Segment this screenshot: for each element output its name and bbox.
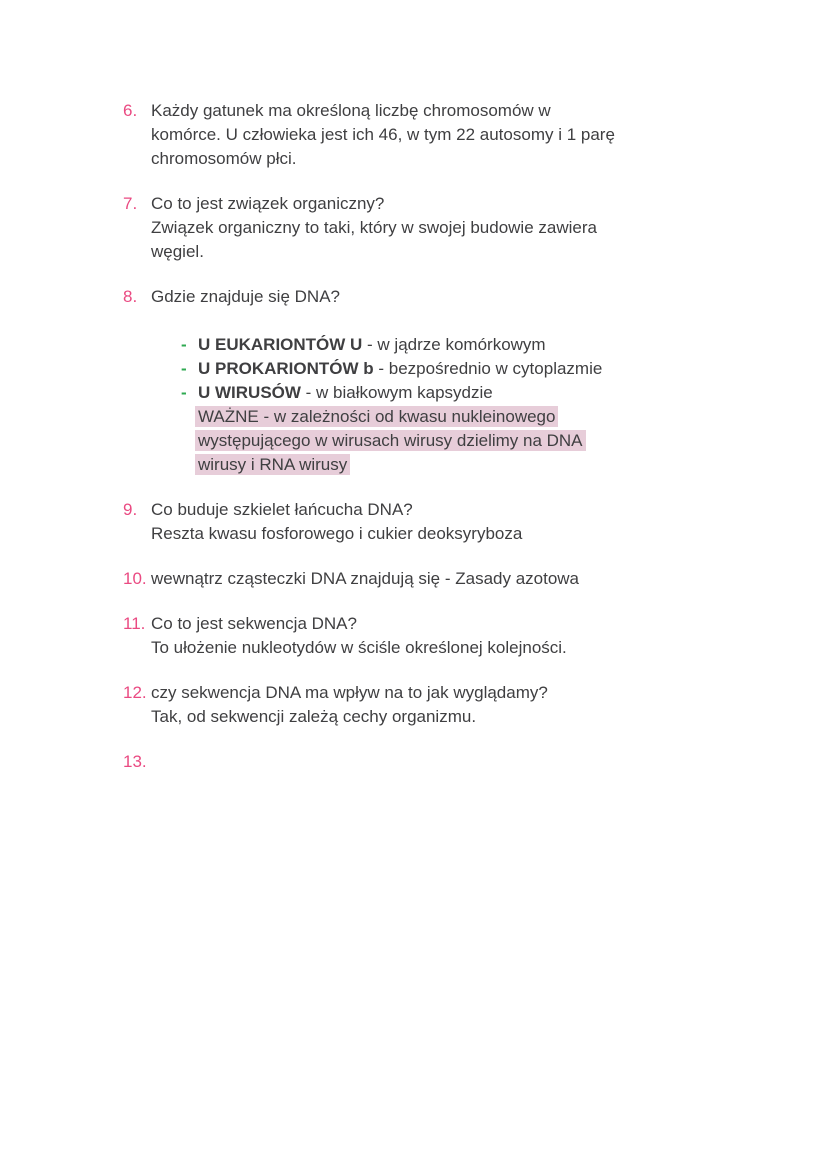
notes-list [123, 99, 792, 795]
item-line: czy sekwencja DNA ma wpływ na to jak wyglądamy? [151, 683, 548, 702]
list-item-8 [123, 285, 792, 477]
item-line: Reszta kwasu fosforowego i cukier deoksyryboza [151, 524, 523, 543]
blank-line [151, 309, 792, 333]
item-number: 10. [123, 569, 147, 588]
list-item-13 [123, 750, 792, 774]
item-body [151, 612, 792, 660]
item-body [151, 192, 792, 264]
item-line: Każdy gatunek ma określoną liczbę chromosomów w [151, 101, 551, 120]
item-line: komórce. U człowieka jest ich 46, w tym 22 autosomy i 1 parę [151, 125, 615, 144]
bullet-definition: - w jądrze komórkowym [362, 335, 546, 354]
bullet-item [181, 357, 792, 381]
highlighted-line: WAŻNE - w zależności od kwasu nukleinowego [198, 405, 792, 429]
bullet-definition: - bezpośrednio w cytoplazmie [373, 359, 603, 378]
list-item-12 [123, 681, 792, 729]
item-line: To ułożenie nukleotydów w ściśle określonej kolejności. [151, 638, 567, 657]
bullet-item [181, 333, 792, 357]
bullet-list [181, 333, 792, 405]
item-number: 9. [123, 500, 138, 519]
item-line: chromosomów płci. [151, 149, 297, 168]
bullet-line [198, 381, 493, 405]
highlighted-line: występującego w wirusach wirusy dzielimy na DNA [198, 429, 792, 453]
item-body [151, 750, 792, 774]
item-body [151, 567, 792, 591]
list-item-6 [123, 99, 792, 171]
bullet-line [198, 357, 602, 381]
item-body [151, 99, 792, 171]
item-body [151, 285, 792, 477]
highlighted-note [198, 405, 792, 477]
item-number: 12. [123, 683, 147, 702]
item-number: 11. [123, 614, 146, 633]
list-item-11 [123, 612, 792, 660]
item-line: Gdzie znajduje się DNA? [151, 287, 340, 306]
item-number: 7. [123, 194, 138, 213]
highlighted-line: wirusy i RNA wirusy [198, 453, 792, 477]
bullet-dash-icon: - [181, 335, 187, 354]
bullet-term: U EUKARIONTÓW U [198, 335, 363, 354]
bullet-term: U PROKARIONTÓW b [198, 359, 374, 378]
item-line: Co to jest sekwencja DNA? [151, 614, 357, 633]
bullet-term: U WIRUSÓW [198, 383, 301, 402]
list-item-10 [123, 567, 792, 591]
bullet-dash-icon: - [181, 359, 187, 378]
item-line: Związek organiczny to taki, który w swojej budowie zawiera [151, 218, 597, 237]
item-line: wewnątrz cząsteczki DNA znajdują się - Zasady azotowa [151, 569, 580, 588]
item-line: węgiel. [151, 242, 204, 261]
item-line: Tak, od sekwencji zależą cechy organizmu. [151, 707, 477, 726]
list-item-7 [123, 192, 792, 264]
item-number: 6. [123, 101, 138, 120]
bullet-definition: - w białkowym kapsydzie [300, 383, 493, 402]
item-number: 8. [123, 287, 138, 306]
bullet-item [181, 381, 792, 405]
item-line: Co to jest związek organiczny? [151, 194, 385, 213]
item-number: 13. [123, 752, 147, 771]
bullet-dash-icon: - [181, 383, 187, 402]
item-body [151, 498, 792, 546]
list-item-9 [123, 498, 792, 546]
item-line: Co buduje szkielet łańcucha DNA? [151, 500, 413, 519]
bullet-line [198, 333, 546, 357]
item-body [151, 681, 792, 729]
